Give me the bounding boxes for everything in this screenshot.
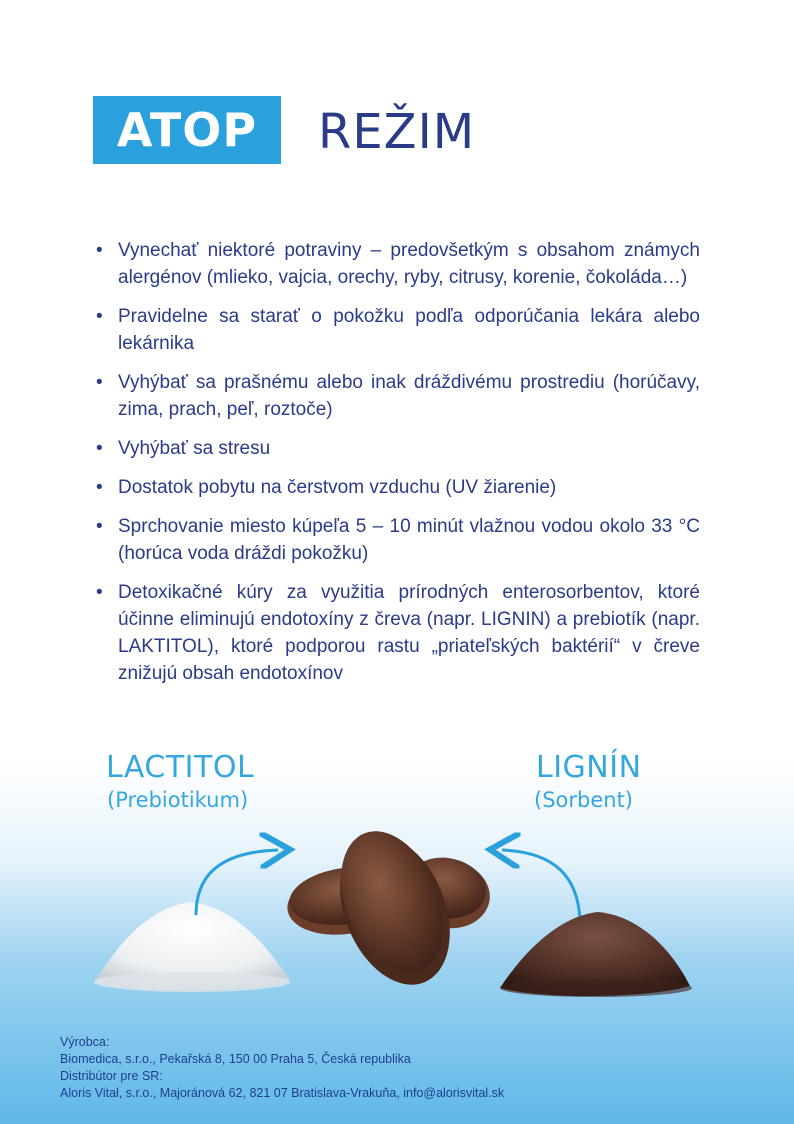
list-item bbox=[94, 513, 700, 567]
page-title: REŽIM bbox=[318, 104, 476, 160]
recommendation-list bbox=[94, 237, 700, 699]
list-item-text: Vynechať niektoré potraviny – predovšetkým s obsahom známych alergénov (mlieko, vajcia, orechy, ryby, citrusy, korenie, čokoláda…) bbox=[118, 240, 700, 288]
list-item-text: Detoxikačné kúry za využitia prírodných enterosorbentov, ktoré účinne eliminujú endotoxíny z čreva (napr. LIGNIN) a prebiotík (napr. LAKTITOL), ktoré podporou rastu „priateľských baktérií“ v čreve znižujú obsah endotoxínov bbox=[118, 582, 700, 684]
distributor-label: Distribútor pre SR: bbox=[60, 1069, 163, 1083]
bullet-icon: • bbox=[96, 516, 103, 537]
list-item bbox=[94, 303, 700, 357]
curved-arrow-left-icon bbox=[502, 850, 580, 920]
curved-arrow-right-icon bbox=[196, 850, 278, 915]
list-item bbox=[94, 237, 700, 291]
lactitol-label: LACTITOL bbox=[106, 750, 255, 785]
footer-info bbox=[60, 1034, 760, 1102]
lignin-label: LIGNÍN bbox=[536, 750, 642, 785]
list-item-text: Sprchovanie miesto kúpeľa 5 – 10 minút vlažnou vodou okolo 33 °C (horúca voda dráždi pokožku) bbox=[118, 516, 700, 564]
bullet-icon: • bbox=[96, 582, 103, 603]
brand-badge: ATOP bbox=[93, 96, 281, 164]
list-item-text: Dostatok pobytu na čerstvom vzduchu (UV žiarenie) bbox=[118, 477, 557, 498]
bullet-icon: • bbox=[96, 240, 103, 261]
list-item bbox=[94, 579, 700, 687]
brown-tablets bbox=[283, 820, 495, 1001]
list-item bbox=[94, 474, 700, 501]
dark-granules-pile bbox=[500, 912, 692, 997]
bullet-icon: • bbox=[96, 438, 103, 459]
list-item-text: Vyhýbať sa prašnému alebo inak dráždivému prostrediu (horúčavy, zima, prach, peľ, roztoče) bbox=[118, 372, 700, 420]
lignin-sublabel: (Sorbent) bbox=[534, 788, 633, 812]
lactitol-sublabel: (Prebiotikum) bbox=[107, 788, 249, 812]
product-illustration bbox=[0, 820, 794, 1020]
bullet-icon: • bbox=[96, 306, 103, 327]
bullet-icon: • bbox=[96, 372, 103, 393]
manufacturer-address: Biomedica, s.r.o., Pekařská 8, 150 00 Praha 5, Česká republika bbox=[60, 1052, 411, 1066]
list-item-text: Vyhýbať sa stresu bbox=[118, 438, 271, 459]
white-powder-pile bbox=[94, 902, 290, 992]
list-item-text: Pravidelne sa starať o pokožku podľa odporúčania lekára alebo lekárnika bbox=[118, 306, 700, 354]
bullet-icon: • bbox=[96, 477, 103, 498]
manufacturer-label: Výrobca: bbox=[60, 1035, 110, 1049]
list-item bbox=[94, 369, 700, 423]
distributor-address: Aloris Vital, s.r.o., Majoránová 62, 821 07 Bratislava-Vrakuňa, info@alorisvital.sk bbox=[60, 1086, 505, 1100]
list-item bbox=[94, 435, 700, 462]
